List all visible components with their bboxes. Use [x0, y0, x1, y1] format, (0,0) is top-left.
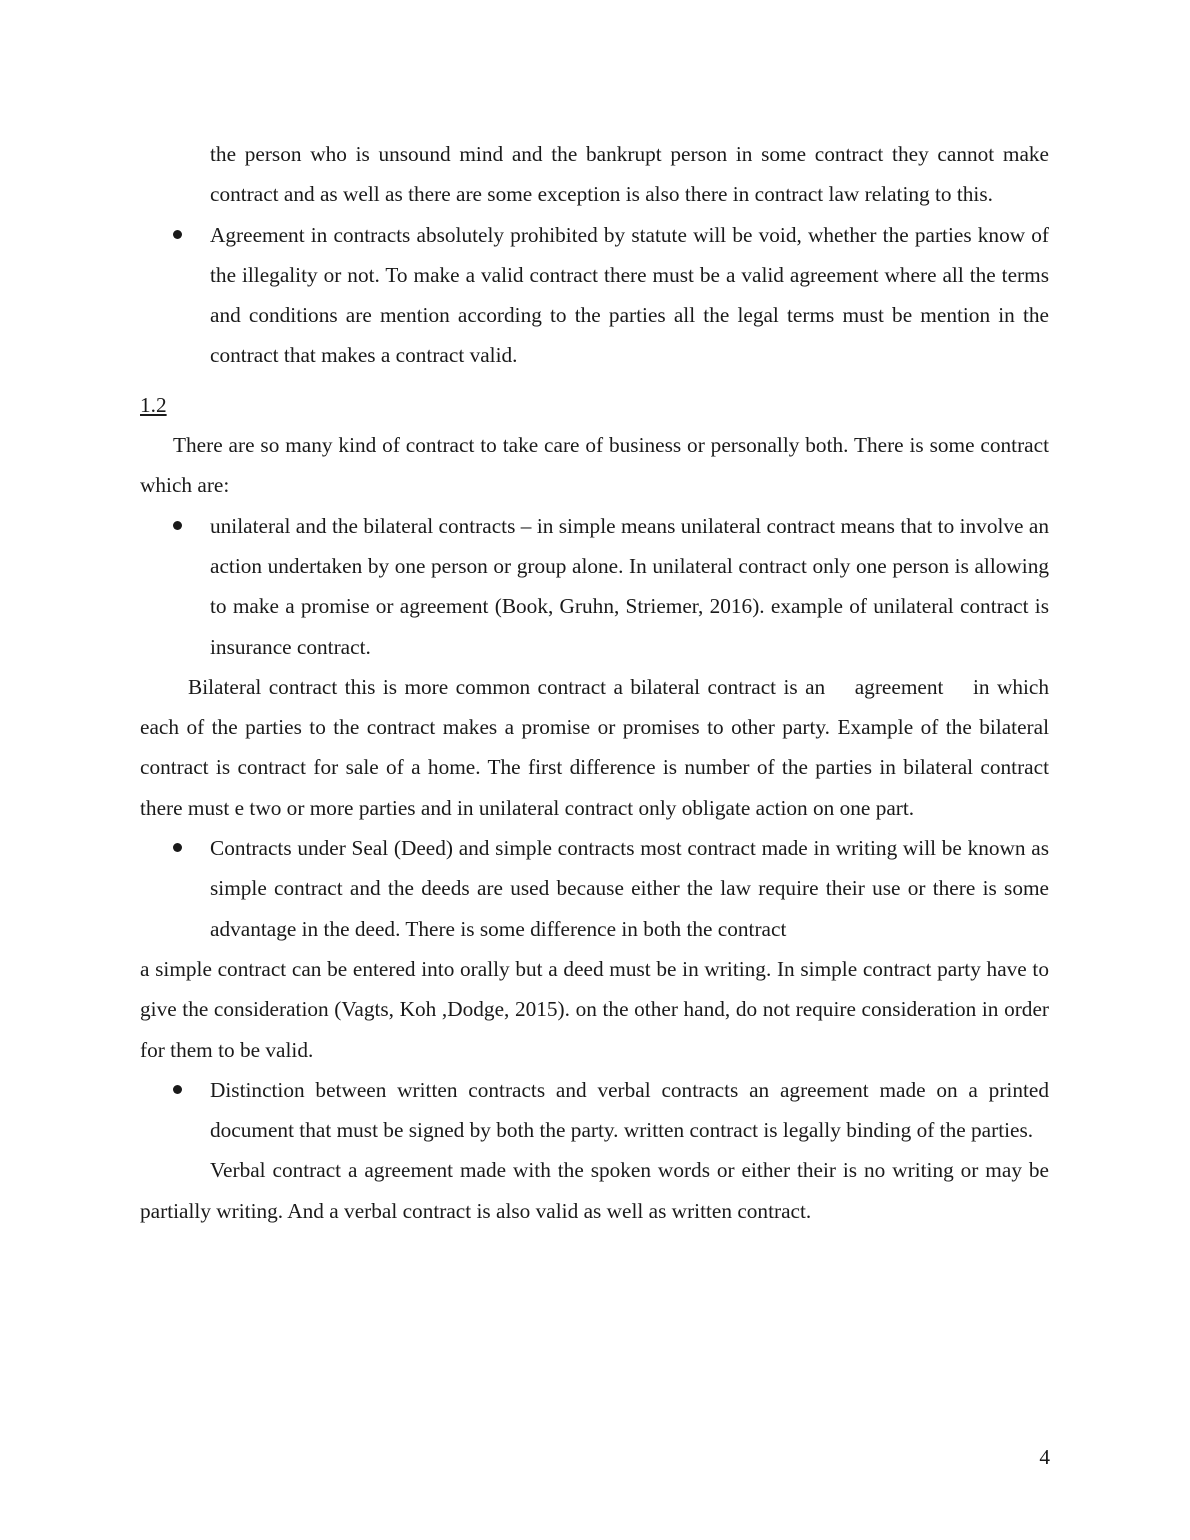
verbal-paragraph: Verbal contract a agreement made with the spoken words or either their is no writing or may be partially writing. And a verbal contract is also valid as well as written contract.: [140, 1158, 1049, 1223]
bullet-icon: [173, 230, 182, 239]
bullet-icon: [173, 521, 182, 530]
bullet-text-seal: Contracts under Seal (Deed) and simple contracts most contract made in writing will be known as simple contract and the deeds are used because either the law require their use or there is some advantage in the deed. There is some difference in both the contract: [210, 836, 1049, 941]
document-body: [140, 134, 1055, 1231]
bullet-item-seal: [140, 828, 1049, 949]
bilateral-paragraph: Bilateral contract this is more common contract a bilateral contract is an agreement in which each of the parties to the contract makes a promise or promises to other party. Example of the bilateral contract is contract for sale of a home. The first difference is number of the parties in bilateral contract there must e two or more parties and in unilateral contract only obligate action on one part.: [140, 674, 1055, 820]
intro-paragraph: There are so many kind of contract to take care of business or personally both. There is some contract which are:: [140, 433, 1049, 498]
bullet-icon: [173, 843, 182, 852]
simple-contract-paragraph: a simple contract can be entered into orally but a deed must be in writing. In simple contract party have to give the consideration (Vagts, Koh ,Dodge, 2015). on the other hand, do not require consideration in order for them to be valid.: [140, 956, 1049, 1062]
page-number: 4: [1039, 1445, 1050, 1469]
bullet-text-written: Distinction between written contracts and verbal contracts an agreement made on a printed document that must be signed by both the party. written contract is legally binding of the parties.: [210, 1077, 1049, 1143]
continuation-paragraph: the person who is unsound mind and the bankrupt person in some contract they cannot make contract and as well as there are some exception is also there in contract law relating to this.: [210, 142, 1049, 207]
bullet-icon: [173, 1085, 182, 1094]
section-heading: 1.2: [140, 392, 167, 417]
bullet-item-agreement: [140, 215, 1049, 376]
bullet-text-unilateral: unilateral and the bilateral contracts – in simple means unilateral contract means that to involve an action undertaken by one person or group alone. In unilateral contract only one person is allowing to make a promise or agreement (Book, Gruhn, Striemer, 2016). example of unilateral contract is insurance contract.: [210, 513, 1049, 659]
bullet-item-unilateral: [140, 506, 1049, 667]
bullet-text-agreement: Agreement in contracts absolutely prohibited by statute will be void, whether the parties know of the illegality or not. To make a valid contract there must be a valid agreement where all the terms and conditions are mention according to the parties all the legal terms must be mention in the contract that makes a contract valid.: [210, 222, 1049, 368]
bullet-item-written: [140, 1070, 1049, 1151]
